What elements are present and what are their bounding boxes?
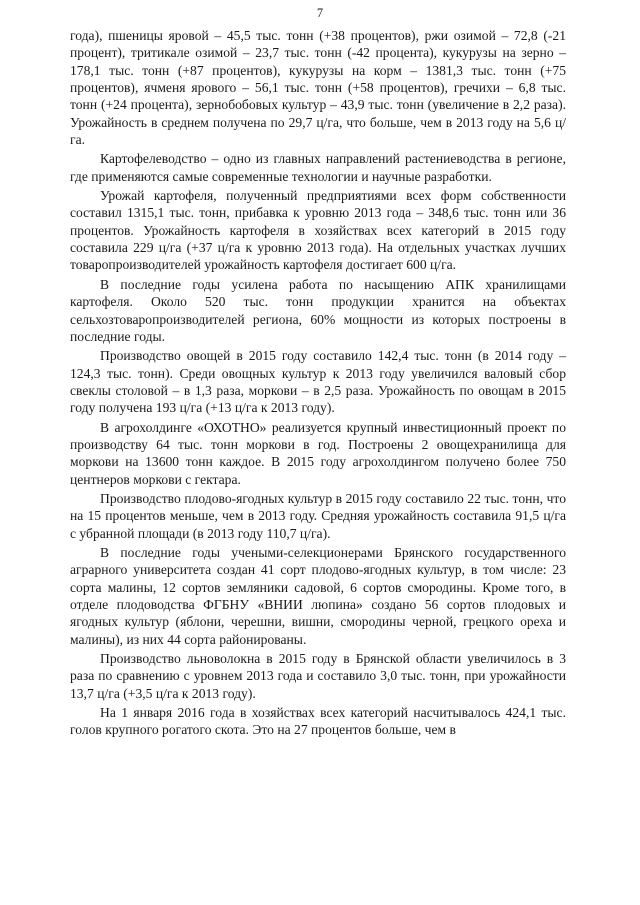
document-body (70, 27, 566, 739)
paragraph-fruit-berry: Производство плодово-ягодных культур в 2015 году составило 22 тыс. тонн, что на 15 процентов меньше, чем в 2013 году. Средняя урожайность составила 91,5 ц/га с убранной площади (в 2013 году 110,7 ц/га). (70, 490, 566, 541)
paragraph-cattle: На 1 января 2016 года в хозяйствах всех категорий насчитывалось 424,1 тыс. голов крупного рогатого скота. Это на 27 процентов больше, чем в (70, 705, 566, 738)
paragraph-grain-harvest: года), пшеницы яровой – 45,5 тыс. тонн (+38 процентов), ржи озимой – 72,8 (-21 процент), тритикале озимой – 23,7 тыс. тонн (-42 процента), кукурузы на зерно – 178,1 тыс. тонн (+87 процентов), кукурузы на корм – 1381,3 тыс. тонн (+75 процентов), ячменя ярового – 56,1 тыс. тонн (+58 процентов), гречихи – 6,8 тыс. тонн (+24 процента), зернобобовых культур – 43,9 тыс. тонн (увеличение в 2,2 раза). Урожайность в среднем получена по 29,7 ц/га, что больше, чем в 2013 году на 5,6 ц/га. (70, 28, 566, 148)
paragraph-flax: Производство льноволокна в 2015 году в Брянской области увеличилось в 3 раза по сравнению с уровнем 2013 года и составило 3,0 тыс. тонн, при урожайности 13,7 ц/га (+3,5 ц/га к 2013 году). (70, 651, 566, 701)
page-number: 7 (316, 6, 324, 20)
paragraph-breeding: В последние годы учеными-селекционерами Брянского государственного аграрного университета создан 41 сорт плодово-ягодных культур, в том числе: 23 сорта малины, 12 сортов земляники садовой, 6 сортов смородины. Кроме того, в отделе плодоводства ФГБНУ «ВНИИ люпина» создано 56 сортов плодовых и ягодных культур (яблони, черешни, вишни, смородины черной, грецкого ореха и малины), из них 44 сорта районированы. (70, 544, 566, 647)
paragraph-potato-intro: Картофелеводство – одно из главных направлений растениеводства в регионе, где применяются самые современные технологии и научные разработки. (70, 151, 566, 184)
paragraph-potato-storage: В последние годы усилена работа по насыщению АПК хранилищами картофеля. Около 520 тыс. тонн продукции хранится на объектах сельхозтоваропроизводителей региона, 60% мощности из которых построены в последние годы. (70, 276, 566, 344)
paragraph-potato-harvest: Урожай картофеля, полученный предприятиями всех форм собственности составил 1315,1 тыс. тонн, прибавка к уровню 2013 года – 348,6 тыс. тонн или 36 процентов. Урожайность картофеля в хозяйствах всех категорий в 2015 году составила 229 ц/га (+37 ц/га к уровню 2013 года). На отдельных участках лучших товаропроизводителей урожайность картофеля достигает 600 ц/га. (70, 188, 566, 273)
paragraph-okhotno-project: В агрохолдинге «ОХОТНО» реализуется крупный инвестиционный проект по производству 64 тыс. тонн моркови в год. Построены 2 овощехранилища для моркови на 13600 тонн каждое. В 2015 году агрохолдингом получено более 750 центнеров моркови с гектара. (70, 419, 566, 487)
paragraph-vegetables: Производство овощей в 2015 году составило 142,4 тыс. тонн (в 2014 году – 124,3 тыс. тонн). Среди овощных культур к 2013 году увеличился валовый сбор свеклы столовой – в 1,3 раза, моркови – в 2,5 раза. Урожайность по овощам в 2015 году получена 193 ц/га (+13 ц/га к 2013 году). (70, 348, 566, 416)
